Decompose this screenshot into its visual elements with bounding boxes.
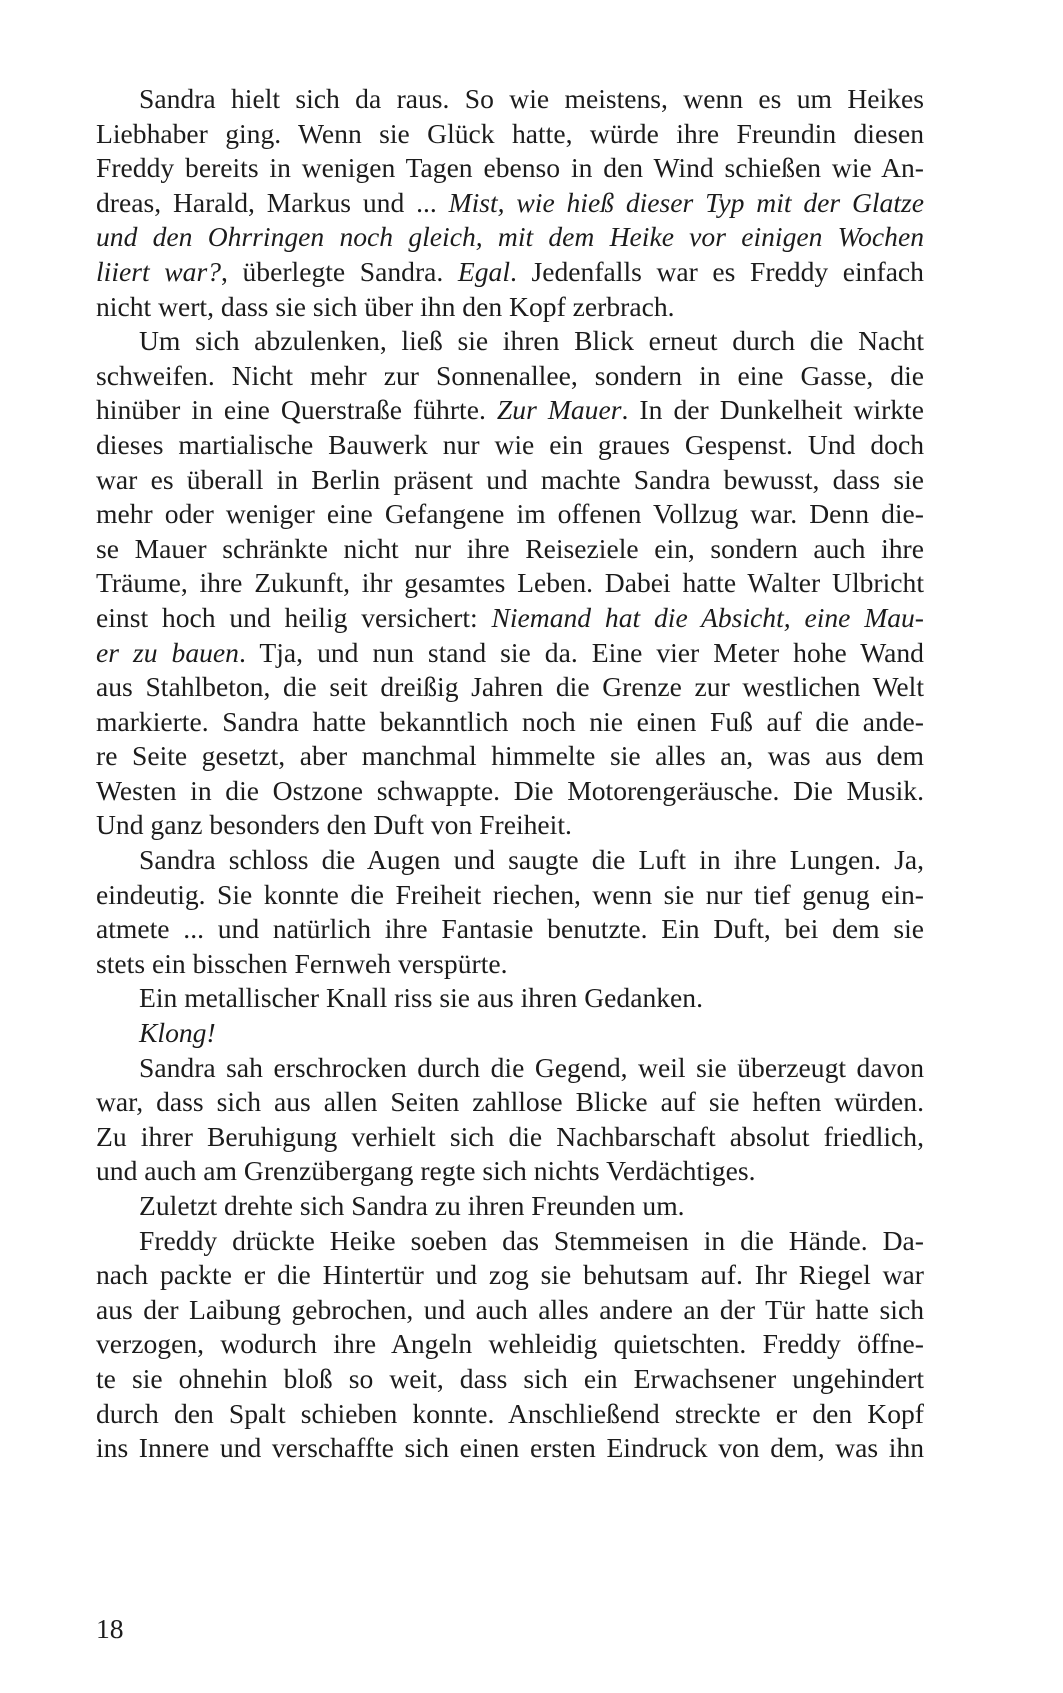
text-line: Um sich abzulenken, ließ sie ihren Blick erneut durch die Nacht xyxy=(139,325,924,357)
italic-text: Klong! xyxy=(139,1017,216,1049)
italic-text: Egal xyxy=(457,255,511,287)
text-line: Ein metallischer Knall riss sie aus ihren Gedanken. xyxy=(139,982,703,1014)
text-segment: . In der Dunkelheit wirkte xyxy=(621,394,924,426)
text-segment: , überlegte Sandra. xyxy=(221,255,458,287)
italic-text: und den Ohrringen noch gleich, mit dem Heike vor einigen Wochen xyxy=(96,221,924,253)
text-line: atmete ... und natürlich ihre Fantasie benutzte. Ein Duft, bei dem sie xyxy=(96,913,924,945)
text-segment: einst hoch und heilig versichert: xyxy=(96,601,492,633)
text-line: te sie ohnehin bloß so weit, dass sich ein Erwachsener ungehindert xyxy=(96,1362,924,1394)
text-line: verzogen, wodurch ihre Angeln wehleidig quietschten. Freddy öffne- xyxy=(96,1328,924,1360)
text-line: Träume, ihre Zukunft, ihr gesamtes Leben. Dabei hatte Walter Ulbricht xyxy=(96,567,924,599)
italic-text: Zur Mauer xyxy=(496,394,622,426)
text-line: schweifen. Nicht mehr zur Sonnenallee, sondern in eine Gasse, die xyxy=(96,359,924,391)
text-line xyxy=(96,601,924,636)
text-line: Zuletzt drehte sich Sandra zu ihren Freunden um. xyxy=(139,1190,685,1221)
text-line: Freddy drückte Heike soeben das Stemmeisen in die Hände. Da- xyxy=(139,1224,924,1256)
text-line xyxy=(96,255,924,290)
text-line: durch den Spalt schieben konnte. Anschließend streckte er den Kopf xyxy=(96,1397,924,1429)
italic-text: Niemand hat die Absicht, eine Mau- xyxy=(491,601,924,633)
text-line: Und ganz besonders den Duft von Freiheit. xyxy=(96,809,572,841)
text-line: Zu ihrer Beruhigung verhielt sich die Nachbarschaft absolut friedlich, xyxy=(96,1120,924,1152)
text-line: eindeutig. Sie konnte die Freiheit riechen, wenn sie nur tief genug ein- xyxy=(96,878,924,910)
text-line: nach packte er die Hintertür und zog sie behutsam auf. Ihr Riegel war xyxy=(96,1259,924,1291)
text-line xyxy=(96,393,924,428)
text-line: re Seite gesetzt, aber manchmal himmelte sie alles an, was aus dem xyxy=(96,740,924,772)
text-line xyxy=(96,220,924,255)
text-line xyxy=(96,186,924,221)
italic-text: er zu bauen xyxy=(96,636,239,668)
text-line: markierte. Sandra hatte bekanntlich noch nie einen Fuß auf die ande- xyxy=(96,705,924,737)
italic-text: Mist, wie hieß dieser Typ mit der Glatze xyxy=(448,186,924,218)
text-line: stets ein bisschen Fernweh verspürte. xyxy=(96,947,508,979)
text-line: Sandra schloss die Augen und saugte die Luft in ihre Lungen. Ja, xyxy=(139,844,924,876)
text-line: Sandra sah erschrocken durch die Gegend, weil sie überzeugt davon xyxy=(139,1051,924,1083)
text-line: war es überall in Berlin präsent und machte Sandra bewusst, dass sie xyxy=(96,463,924,495)
text-line xyxy=(96,1016,924,1051)
text-line: Freddy bereits in wenigen Tagen ebenso in den Wind schießen wie An- xyxy=(96,152,924,184)
text-line: mehr oder weniger eine Gefangene im offenen Vollzug war. Denn die- xyxy=(96,498,924,530)
text-line: ins Innere und verschaffte sich einen ersten Eindruck von dem, was ihn xyxy=(96,1432,924,1464)
text-line: Westen in die Ostzone schwappte. Die Motorengeräusche. Die Musik. xyxy=(96,774,924,806)
text-segment: . Tja, und nun stand sie da. Eine vier Meter hohe Wand xyxy=(238,636,924,668)
text-line: nicht wert, dass sie sich über ihn den Kopf zerbrach. xyxy=(96,290,675,322)
text-line xyxy=(96,636,924,671)
text-line: aus der Laibung gebrochen, und auch alles andere an der Tür hatte sich xyxy=(96,1293,924,1325)
text-line: Liebhaber ging. Wenn sie Glück hatte, würde ihre Freundin diesen xyxy=(96,117,924,149)
text-segment: . Jedenfalls war es Freddy einfach xyxy=(510,255,924,287)
book-page-text xyxy=(96,82,924,1466)
page-number: 18 xyxy=(96,1613,124,1644)
text-line: war, dass sich aus allen Seiten zahllose Blicke auf sie heften würden. xyxy=(96,1086,924,1118)
italic-text: liiert war? xyxy=(96,255,221,287)
text-line: aus Stahlbeton, die seit dreißig Jahren die Grenze zur westlichen Welt xyxy=(96,671,924,703)
text-line: se Mauer schränkte nicht nur ihre Reiseziele ein, sondern auch ihre xyxy=(96,532,924,564)
text-line: Sandra hielt sich da raus. So wie meistens, wenn es um Heikes xyxy=(139,83,924,114)
text-segment: dreas, Harald, Markus und ... xyxy=(96,186,449,218)
text-segment: hinüber in eine Querstraße führte. xyxy=(96,394,497,426)
text-line: und auch am Grenzübergang regte sich nichts Verdächtiges. xyxy=(96,1155,756,1187)
text-line: dieses martialische Bauwerk nur wie ein graues Gespenst. Und doch xyxy=(96,428,924,460)
